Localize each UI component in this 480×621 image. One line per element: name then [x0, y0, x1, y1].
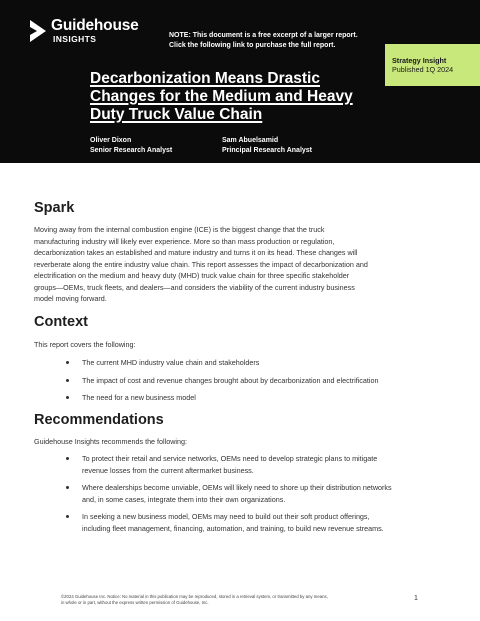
- guidehouse-chevron-logo-icon: [26, 18, 48, 44]
- author-name: Sam Abuelsamid: [222, 137, 279, 144]
- author-2: [222, 136, 312, 155]
- guidehouse-logo: [26, 18, 139, 44]
- list-item-text: and, in some cases, integrate them into their own organizations.: [82, 494, 286, 504]
- list-item: [34, 392, 378, 404]
- title-line: Duty Truck Value Chain: [90, 106, 263, 123]
- author-role: Senior Research Analyst: [90, 146, 173, 154]
- copyright-line: ©2024 Guidehouse Inc. Notice: No material in this publication may be reproduced, stored in a retrieval system, or transmitted by any means,: [61, 594, 328, 599]
- author-1: [90, 136, 172, 155]
- author-role: Principal Research Analyst: [222, 146, 313, 154]
- purchase-link[interactable]: Click the following link to purchase the full report.: [169, 42, 336, 49]
- excerpt-note: [169, 31, 358, 51]
- list-item-text: In seeking a new business model, OEMs may need to build out their soft product offerings,: [82, 512, 370, 521]
- text-line: model moving forward.: [34, 294, 107, 303]
- list-item-text: The current MHD industry value chain and stakeholders: [82, 358, 260, 367]
- copyright-line: in whole or in part, without the express written permission of Guidehouse, Inc.: [61, 600, 209, 605]
- text-line: groups—OEMs, truck fleets, and dealers—and considers the viability of the current industry business: [34, 282, 355, 292]
- text-line: reverberate along the entire industry value chain. This report assesses the impact of decarbonization and: [34, 259, 368, 269]
- text-line: Moving away from the internal combustion engine (ICE) is the biggest change that the truck: [34, 225, 325, 234]
- spark-paragraph: [34, 224, 446, 305]
- page-number: 1: [414, 595, 418, 602]
- list-item-text: The need for a new business model: [82, 393, 196, 402]
- logo-sub: INSIGHTS: [53, 34, 97, 44]
- recommendations-intro: Guidehouse Insights recommends the following:: [34, 437, 188, 446]
- list-item: [34, 453, 392, 476]
- list-item: [34, 511, 392, 534]
- strategy-insight-tag: [385, 44, 480, 86]
- section-heading-context: Context: [34, 314, 88, 330]
- list-item-text: To protect their retail and service networks, OEMs need to develop strategic plans to mitigate: [82, 454, 378, 463]
- logo-name: Guidehouse: [51, 17, 139, 34]
- section-heading-recommendations: Recommendations: [34, 412, 164, 428]
- text-line: electrification on the medium and heavy duty (MHD) truck value chain for three specific stakeholder: [34, 271, 350, 280]
- text-line: manufacturing industry will likely ever experience. More so than mass production or regulation,: [34, 236, 335, 246]
- tag-published: Published 1Q 2024: [392, 65, 454, 74]
- context-bullet-list: [34, 357, 378, 404]
- context-intro: This report covers the following:: [34, 340, 136, 349]
- title-line: Decarbonization Means Drastic: [90, 70, 320, 87]
- list-item-text: including fleet management, financing, automation, and training, to build new revenue streams.: [82, 523, 384, 533]
- copyright-notice: [61, 594, 328, 606]
- title-line: Changes for the Medium and Heavy: [90, 88, 353, 105]
- note-line: NOTE: This document is a free excerpt of a larger report.: [169, 32, 358, 39]
- report-title: [90, 70, 380, 124]
- list-item: [34, 357, 378, 369]
- list-item-text: Where dealerships become unviable, OEMs will likely need to shore up their distribution networks: [82, 483, 392, 492]
- list-item-text: revenue losses from the current aftermarket business.: [82, 465, 254, 475]
- recommendations-bullet-list: [34, 453, 392, 534]
- list-item-text: The impact of cost and revenue changes brought about by decarbonization and electrification: [82, 375, 379, 385]
- author-name: Oliver Dixon: [90, 137, 132, 144]
- tag-type: Strategy Insight: [392, 56, 447, 65]
- report-header: [0, 0, 480, 163]
- list-item: [34, 482, 392, 505]
- section-heading-spark: Spark: [34, 200, 75, 216]
- list-item: [34, 375, 378, 387]
- text-line: decarbonization takes an established and mature industry and turns it on its head. These changes will: [34, 248, 358, 257]
